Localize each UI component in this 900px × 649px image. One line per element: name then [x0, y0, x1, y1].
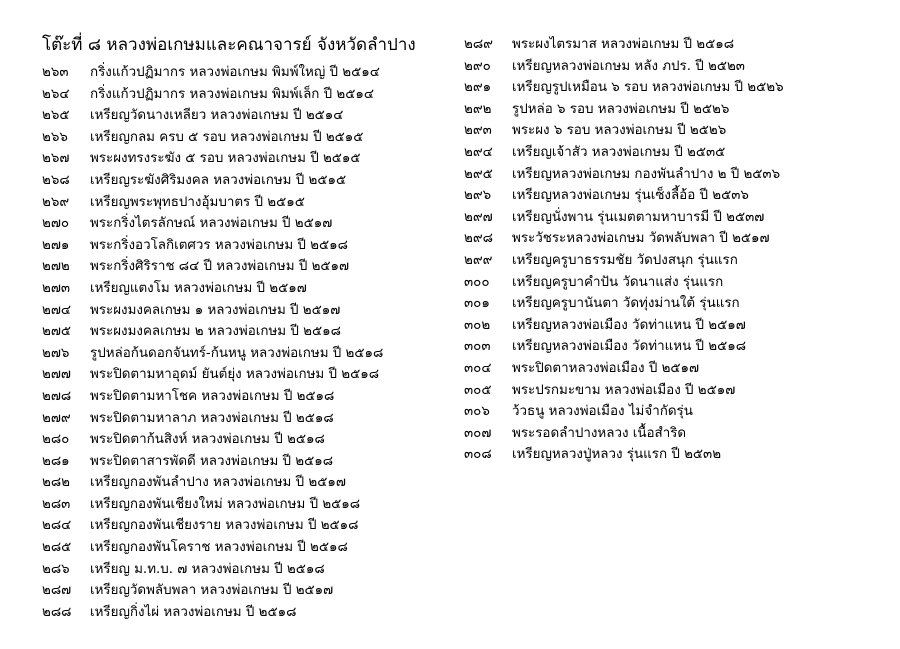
item-number: ๒๗๑: [42, 237, 70, 253]
list-item: [464, 99, 884, 121]
list-item: [464, 77, 884, 99]
item-number: ๒๙๐: [464, 58, 491, 74]
list-item: [42, 213, 452, 235]
item-number: ๒๖๖: [42, 129, 68, 145]
item-text: เหรียญหลวงพ่อเกษม รุ่นเซ็งลี้อ้อ ปี ๒๕๓๖: [512, 188, 749, 204]
item-number: ๓๐๔: [464, 360, 492, 376]
item-text: เหรียญหลวงพ่อเกษม กองพันลำปาง ๒ ปี ๒๕๓๖: [512, 166, 781, 182]
item-number: ๓๐๒: [464, 317, 491, 333]
item-number: ๓๐๓: [464, 339, 491, 355]
list-item: [464, 185, 884, 207]
list-item: [42, 84, 452, 106]
right-column-list: [464, 34, 884, 466]
list-item: [42, 343, 452, 365]
item-number: ๒๗๖: [42, 345, 70, 361]
item-text: เหรียญครูบาคำปัน วัดนาแส่ง รุ่นแรก: [512, 274, 724, 290]
list-item: [464, 423, 884, 445]
page-title: โต๊ะที่ ๘ หลวงพ่อเกษมและคณาจารย์ จังหวัดลำปาง: [42, 35, 416, 55]
item-number: ๒๖๕: [42, 108, 70, 124]
list-item: [42, 537, 452, 559]
item-text: เหรียญวัดนางเหลียว หลวงพ่อเกษม ปี ๒๕๑๔: [90, 108, 344, 124]
item-text: พระกริ่งไตรลักษณ์ หลวงพ่อเกษม ปี ๒๕๑๗: [90, 216, 333, 232]
list-item: [42, 148, 452, 170]
item-number: ๒๗๐: [42, 216, 70, 232]
item-number: ๒๘๗: [42, 583, 72, 599]
item-number: ๒๙๘: [464, 231, 493, 247]
item-number: ๓๐๖: [464, 404, 490, 420]
list-item: [464, 315, 884, 337]
item-number: ๒๘๘: [42, 604, 72, 620]
item-number: ๒๘๔: [42, 518, 72, 534]
item-text: พระปิดตามหาอุดม์ ยันต์ยุ่ง หลวงพ่อเกษม ปี ๒๕๑๘: [90, 367, 380, 383]
list-item: [42, 408, 452, 430]
item-text: กริ่งแก้วปฏิมากร หลวงพ่อเกษม พิมพ์ใหญ่ ปี ๒๕๑๔: [90, 65, 380, 80]
item-text: เหรียญหลวงพ่อเมือง วัดท่าแหน ปี ๒๕๑๘: [512, 339, 747, 355]
item-text: เหรียญครูบาธรรมชัย วัดปงสนุก รุ่นแรก: [512, 252, 738, 268]
item-text: รูปหล่อก้นดอกจันทร์-ก้นหนู หลวงพ่อเกษม ปี ๒๕๑๘: [90, 345, 384, 361]
item-number: ๒๘๕: [42, 540, 72, 556]
list-item: [464, 380, 884, 402]
list-item: [464, 401, 884, 423]
item-text: เหรียญแตงโม หลวงพ่อเกษม ปี ๒๕๑๗: [90, 280, 307, 296]
item-number: ๒๖๓: [42, 65, 69, 80]
list-item: [42, 278, 452, 300]
item-text: เหรียญกองพันเชียงราย หลวงพ่อเกษม ปี ๒๕๑๘: [90, 518, 359, 534]
item-number: ๒๘๓: [42, 496, 71, 512]
list-item: [42, 105, 452, 127]
item-text: พระปิดตาหลวงพ่อเมือง ปี ๒๕๑๗: [512, 360, 700, 376]
list-item: [464, 358, 884, 380]
list-item: [42, 386, 452, 408]
item-text: พระปิดตามหาโชค หลวงพ่อเกษม ปี ๒๕๑๘: [90, 388, 335, 404]
item-number: ๒๘๖: [42, 561, 70, 577]
list-item: [42, 472, 452, 494]
item-text: เหรียญเจ้าสัว หลวงพ่อเกษม ปี ๒๕๓๕: [512, 144, 726, 160]
item-text: เหรียญนั่งพาน รุ่นเมตตามหาบารมี ปี ๒๕๓๗: [512, 209, 765, 225]
list-item: [42, 494, 452, 516]
item-number: ๒๙๗: [464, 209, 493, 225]
list-item: [42, 256, 452, 278]
item-number: ๒๗๕: [42, 324, 72, 340]
item-number: ๒๘๙: [464, 37, 493, 52]
item-number: ๒๖๘: [42, 172, 70, 188]
item-text: เหรียญ ม.ท.บ. ๗ หลวงพ่อเกษม ปี ๒๕๑๘: [90, 561, 325, 577]
item-text: พระผงทรงระฆัง ๕ รอบ หลวงพ่อเกษม ปี ๒๕๑๕: [90, 151, 361, 167]
list-item: [464, 142, 884, 164]
list-item: [42, 321, 452, 343]
item-number: ๒๗๘: [42, 388, 72, 404]
list-item: [42, 602, 452, 624]
item-number: ๒๗๗: [42, 367, 71, 383]
item-text: เหรียญวัดพลับพลา หลวงพ่อเกษม ปี ๒๕๑๗: [90, 583, 334, 599]
item-number: ๒๙๑: [464, 80, 492, 96]
list-item: [464, 56, 884, 78]
item-number: ๒๘๒: [42, 475, 70, 491]
item-number: ๒๙๙: [464, 252, 493, 268]
list-item: [42, 364, 452, 386]
item-text: พระปิดตามหาลาภ หลวงพ่อเกษม ปี ๒๕๑๘: [90, 410, 334, 426]
item-number: ๒๗๙: [42, 410, 71, 426]
item-text: พระรอดลำปางหลวง เนื้อสำริด: [512, 425, 687, 441]
item-text: เหรียญครูบานันตา วัดทุ่งม่านใต้ รุ่นแรก: [512, 296, 740, 312]
left-column-list: [42, 62, 452, 623]
list-item: [42, 451, 452, 473]
item-number: ๓๐๘: [464, 447, 492, 463]
item-number: ๓๐๑: [464, 296, 490, 312]
item-text: เหรียญกองพันเชียงใหม่ หลวงพ่อเกษม ปี ๒๕๑๘: [90, 496, 361, 512]
list-item: [464, 336, 884, 358]
item-text: เหรียญกลม ครบ ๕ รอบ หลวงพ่อเกษม ปี ๒๕๑๕: [90, 129, 364, 145]
list-item: [42, 580, 452, 602]
item-number: ๒๙๕: [464, 166, 493, 182]
item-text: เหรียญรูปเหมือน ๖ รอบ หลวงพ่อเกษม ปี ๒๕๒๖: [512, 80, 784, 96]
item-text: กริ่งแก้วปฏิมากร หลวงพ่อเกษม พิมพ์เล็ก ปี ๒๕๑๔: [90, 86, 375, 102]
item-text: พระผงไตรมาส หลวงพ่อเกษม ปี ๒๕๑๘: [512, 37, 735, 52]
list-item: [464, 444, 884, 466]
item-text: พระวัชระหลวงพ่อเกษม วัดพลับพลา ปี ๒๕๑๗: [512, 231, 770, 247]
item-text: เหรียญหลวงปู่หลวง รุ่นแรก ปี ๒๕๓๒: [512, 447, 722, 463]
list-item: [464, 164, 884, 186]
item-number: ๒๖๙: [42, 194, 70, 210]
item-number: ๒๘๐: [42, 432, 70, 448]
item-number: ๒๗๒: [42, 259, 70, 275]
item-text: พระปิดตาสารพัดดี หลวงพ่อเกษม ปี ๒๕๑๘: [90, 453, 334, 469]
item-number: ๒๘๑: [42, 453, 70, 469]
item-number: ๒๙๖: [464, 188, 492, 204]
item-text: เหรียญหลวงพ่อเกษม หลัง ภปร. ปี ๒๕๒๓: [512, 58, 745, 74]
list-item: [464, 272, 884, 294]
item-text: เหรียญกองพันลำปาง หลวงพ่อเกษม ปี ๒๕๑๗: [90, 475, 346, 491]
list-item: [464, 250, 884, 272]
list-item: [464, 293, 884, 315]
list-item: [42, 515, 452, 537]
item-number: ๒๗๓: [42, 280, 71, 296]
list-item: [464, 120, 884, 142]
list-item: [464, 228, 884, 250]
item-number: ๒๙๒: [464, 101, 492, 117]
item-text: เหรียญหลวงพ่อเมือง วัดท่าแหน ปี ๒๕๑๗: [512, 317, 746, 333]
item-text: พระผง ๖ รอบ หลวงพ่อเกษม ปี ๒๕๒๖: [512, 123, 727, 139]
item-number: ๓๐๗: [464, 425, 492, 441]
item-text: พระผงมงคลเกษม ๑ หลวงพ่อเกษม ปี ๒๕๑๗: [90, 302, 341, 318]
list-item: [42, 62, 452, 84]
item-text: เหรียญกองพันโคราช หลวงพ่อเกษม ปี ๒๕๑๘: [90, 540, 348, 556]
list-item: [42, 559, 452, 581]
list-item: [42, 170, 452, 192]
item-text: รูปหล่อ ๖ รอบ หลวงพ่อเกษม ปี ๒๕๒๖: [512, 101, 730, 117]
list-item: [464, 207, 884, 229]
item-number: ๒๙๔: [464, 144, 493, 160]
item-text: เหรียญกิ่งไผ่ หลวงพ่อเกษม ปี ๒๕๑๘: [90, 604, 297, 620]
item-number: ๒๖๗: [42, 151, 70, 167]
list-item: [42, 192, 452, 214]
list-item: [42, 429, 452, 451]
item-text: พระปรกมะขาม หลวงพ่อเมือง ปี ๒๕๑๗: [512, 382, 736, 398]
item-text: พระกริ่งศิริราช ๘๔ ปี หลวงพ่อเกษม ปี ๒๕๑๗: [90, 259, 350, 275]
item-text: ว้วธนู หลวงพ่อเมือง ไม่จำกัดรุ่น: [512, 404, 693, 420]
item-number: ๒๙๓: [464, 123, 492, 139]
item-number: ๓๐๕: [464, 382, 492, 398]
item-text: เหรียญพระพุทธปางอุ้มบาตร ปี ๒๕๑๕: [90, 194, 305, 210]
item-text: พระผงมงคลเกษม ๒ หลวงพ่อเกษม ปี ๒๕๑๘: [90, 324, 341, 340]
list-item: [464, 34, 884, 56]
item-text: พระกริ่งอวโลกิเตศวร หลวงพ่อเกษม ปี ๒๕๑๘: [90, 237, 348, 253]
item-number: ๓๐๐: [464, 274, 490, 290]
item-text: พระปิดตาก้นสิงห์ หลวงพ่อเกษม ปี ๒๕๑๘: [90, 432, 325, 448]
list-item: [42, 127, 452, 149]
list-item: [42, 300, 452, 322]
list-item: [42, 235, 452, 257]
item-number: ๒๗๔: [42, 302, 72, 318]
item-number: ๒๖๔: [42, 86, 70, 102]
item-text: เหรียญระฆังศิริมงคล หลวงพ่อเกษม ปี ๒๕๑๕: [90, 172, 347, 188]
